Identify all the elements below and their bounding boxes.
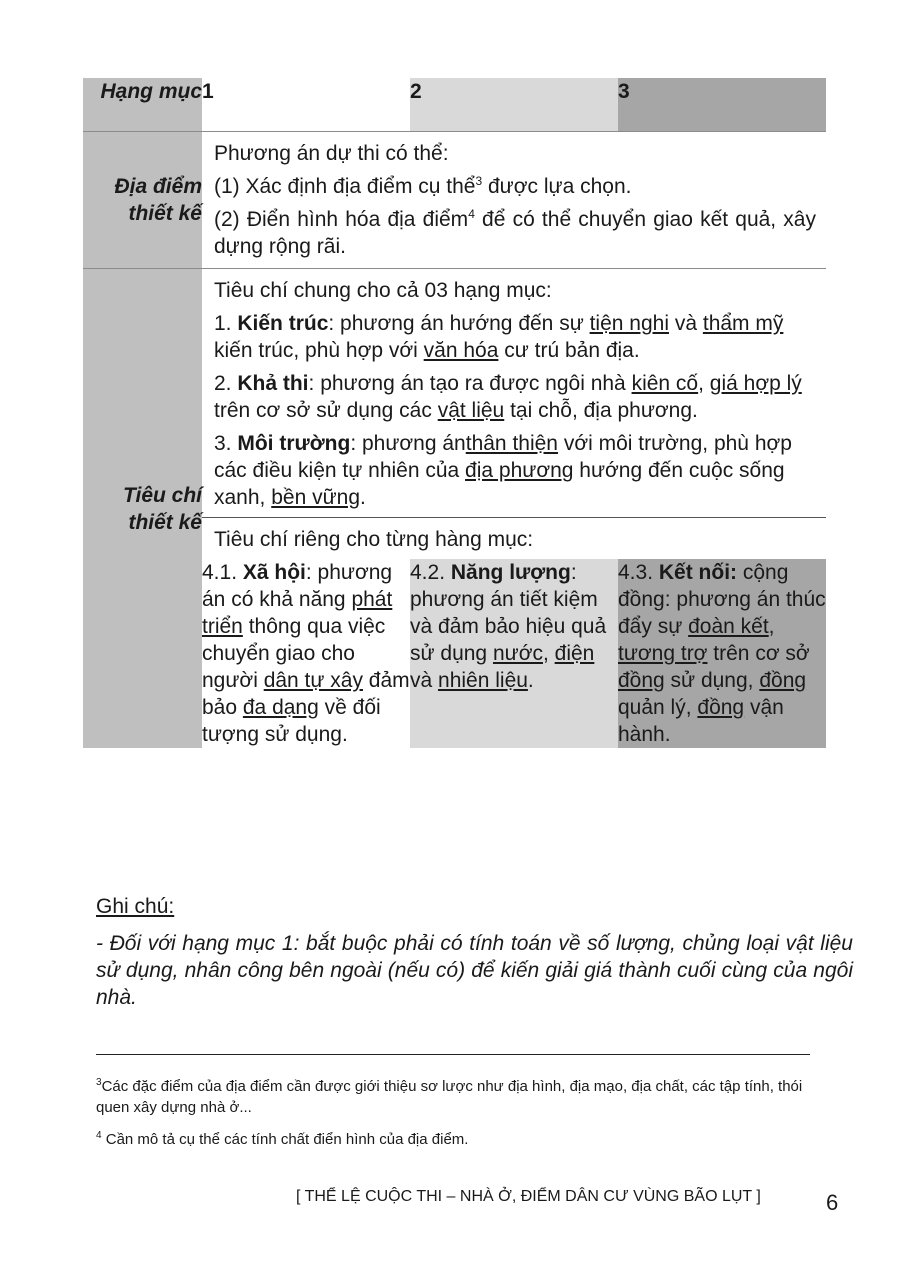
general-criteria-intro: Tiêu chí chung cho cả 03 hạng mục: bbox=[214, 279, 552, 302]
specific-criteria-intro: Tiêu chí riêng cho từng hàng mục: bbox=[214, 528, 534, 551]
location-row bbox=[83, 132, 826, 269]
page-footer-title: [ THỂ LỆ CUỘC THI – NHÀ Ở, ĐIỂM DÂN CƯ VÙNG BÃO LỤT ] bbox=[296, 1188, 761, 1205]
footnote-4: $^4$ Cần mô tả cụ thể các tính chất điển hình của địa điểm. bbox=[96, 1130, 469, 1148]
row-label-location: Địa điểm thiết kế bbox=[83, 132, 202, 269]
criterion-architecture: 1. Kiến trúc: phương án hướng đến sự tiện nghi và thẩm mỹ kiến trúc, phù hợp với văn hóa cư trú bản địa. bbox=[214, 312, 784, 362]
footnote-3: $^3$Các đặc điểm của địa điểm cần được giới thiệu sơ lược như địa hình, địa mạo, địa chất, các tập tính, thói quen xây dựng nhà ở... bbox=[96, 1077, 803, 1116]
footnote-ref-3: 3 bbox=[475, 174, 483, 188]
page-number: 6 bbox=[826, 1190, 839, 1215]
general-criteria-content bbox=[202, 269, 826, 518]
criterion-social: 4.1. Xã hội: phương án có khả năng phát triển thông qua việc chuyển giao cho người dân tự xây đảm bảo đa dạng về đối tượng sử dụng. bbox=[202, 561, 410, 746]
row-label-criteria: Tiêu chí thiết kế bbox=[83, 269, 202, 749]
column-header-2: 2 bbox=[410, 78, 618, 132]
criteria-general-row bbox=[83, 269, 826, 518]
table-header-row bbox=[83, 78, 826, 132]
competition-criteria-table bbox=[83, 78, 826, 748]
footnote-ref-4: 4 bbox=[468, 207, 475, 221]
location-item-1: (1) Xác định địa điểm cụ thể$^3$ được lựa chọn. bbox=[214, 174, 632, 198]
column-header-1: 1 bbox=[202, 78, 410, 132]
notes-title: Ghi chú: bbox=[96, 895, 175, 918]
location-intro: Phương án dự thi có thể: bbox=[214, 142, 449, 165]
criterion-energy: 4.2. Năng lượng: phương án tiết kiệm và đảm bảo hiệu quả sử dụng nước, điện và nhiên liệu. bbox=[410, 559, 618, 748]
notes-section bbox=[96, 893, 853, 1011]
location-item-2: (2) Điển hình hóa địa điểm$^4$ để có thể chuyển giao kết quả, xây dựng rộng rãi. bbox=[214, 207, 816, 258]
footnote-divider bbox=[96, 1054, 810, 1055]
notes-body: - Đối với hạng mục 1: bắt buộc phải có tính toán về số lượng, chủng loại vật liệu sử dụng, nhân công bên ngoài (nếu có) để kiến giải giá thành cuối cùng của ngôi nhà. bbox=[96, 932, 853, 1009]
row-label-category: Hạng mục bbox=[83, 78, 202, 132]
criterion-feasibility: 2. Khả thi: phương án tạo ra được ngôi nhà kiên cố, giá hợp lý trên cơ sở sử dụng các vật liệu tại chỗ, địa phương. bbox=[214, 372, 802, 422]
column-header-3: 3 bbox=[618, 78, 826, 132]
criterion-connection: 4.3. Kết nối: cộng đồng: phương án thúc đẩy sự đoàn kết, tương trợ trên cơ sở đồng sử dụng, đồng quản lý, đồng vận hành. bbox=[618, 561, 826, 746]
location-content bbox=[202, 132, 826, 269]
criterion-environment: 3. Môi trường: phương ánthân thiện với môi trường, phù hợp các điều kiện tự nhiên của địa phương hướng đến cuộc sống xanh, bền vững. bbox=[214, 432, 792, 509]
